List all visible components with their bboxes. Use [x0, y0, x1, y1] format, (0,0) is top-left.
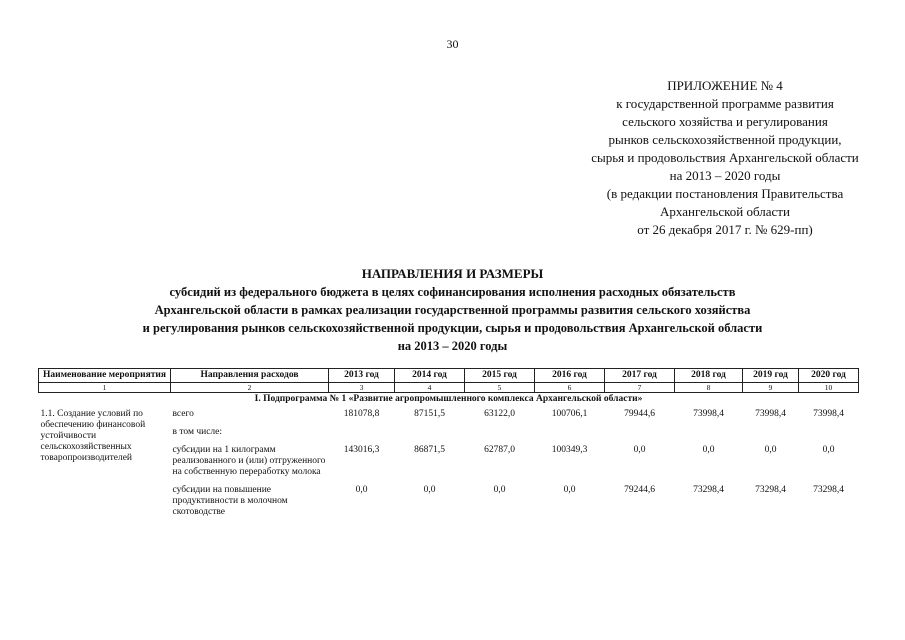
direction-cell: субсидии на 1 килограмм реализованного и (или) отгруженного на собственную переработку молока — [172, 445, 326, 477]
column-header: Направления расходов — [171, 369, 329, 383]
column-header: 2015 год — [465, 369, 535, 383]
value-cell: 143016,3 — [343, 445, 380, 455]
column-header: 2017 год — [605, 369, 675, 383]
title-line: НАПРАВЛЕНИЯ И РАЗМЕРЫ — [361, 266, 544, 281]
value-cell: 0,0 — [822, 445, 835, 455]
direction-cell: субсидии на повышение продуктивности в молочном скотоводстве — [172, 485, 288, 517]
value-cell: 0,0 — [355, 485, 368, 495]
value-cell: 73998,4 — [813, 409, 844, 419]
value-cell: 0,0 — [493, 485, 506, 495]
column-number: 4 — [395, 383, 465, 393]
value-cell: 0,0 — [633, 445, 646, 455]
column-number: 9 — [743, 383, 799, 393]
appendix-line: сельского хозяйства и регулирования — [622, 114, 828, 129]
appendix-line: Архангельской области — [660, 204, 790, 219]
column-number-row — [39, 383, 859, 393]
column-number: 7 — [605, 383, 675, 393]
column-header: 2018 год — [675, 369, 743, 383]
column-number: 2 — [171, 383, 329, 393]
column-number: 1 — [39, 383, 171, 393]
empty-cell — [329, 421, 859, 439]
column-number: 3 — [329, 383, 395, 393]
appendix-heading: ПРИЛОЖЕНИЕ № 4 — [667, 78, 783, 93]
title-line: и регулирования рынков сельскохозяйственной продукции, сырья и продовольствия Архангельской области — [142, 321, 763, 335]
title-line: на 2013 – 2020 годы — [397, 339, 508, 353]
page-number: 30 — [446, 37, 459, 51]
subprogram-row — [39, 393, 859, 409]
appendix-line: сырья и продовольствия Архангельской области — [591, 150, 859, 165]
column-number: 10 — [799, 383, 859, 393]
value-cell: 79244,6 — [624, 485, 655, 495]
table-row — [39, 408, 859, 421]
column-number: 6 — [535, 383, 605, 393]
value-cell: 181078,8 — [343, 409, 380, 419]
value-cell: 73298,4 — [693, 485, 724, 495]
value-cell: 79944,6 — [624, 409, 655, 419]
value-cell: 100349,3 — [551, 445, 588, 455]
column-header: Наименование мероприятия — [39, 369, 171, 383]
title-line: субсидий из федерального бюджета в целях софинансирования исполнения расходных обязательств — [169, 285, 736, 299]
title-line: Архангельской области в рамках реализации государственной программы развития сельского хозяйства — [154, 303, 751, 317]
value-cell: 0,0 — [563, 485, 576, 495]
appendix-block — [560, 77, 890, 239]
header-row — [39, 369, 859, 383]
value-cell: 0,0 — [423, 485, 436, 495]
appendix-line: рынков сельскохозяйственной продукции, — [608, 132, 842, 147]
value-cell: 0,0 — [764, 445, 777, 455]
subprogram-title: I. Подпрограмма № 1 «Развитие агропромышленного комплекса Архангельской области» — [254, 394, 643, 404]
subsidy-table — [38, 368, 859, 519]
column-header: 2014 год — [395, 369, 465, 383]
value-cell: 100706,1 — [551, 409, 588, 419]
value-cell: 73298,4 — [813, 485, 844, 495]
column-number: 5 — [465, 383, 535, 393]
activity-name: 1.1. Создание условий по обеспечению финансовой устойчивости сельскохозяйственных товаропроизводителей — [40, 409, 146, 463]
direction-cell: всего — [172, 409, 194, 419]
column-number: 8 — [675, 383, 743, 393]
value-cell: 86871,5 — [414, 445, 445, 455]
appendix-line: на 2013 – 2020 годы — [669, 168, 781, 183]
value-cell: 62787,0 — [484, 445, 515, 455]
direction-cell: в том числе: — [172, 427, 223, 437]
value-cell: 73998,4 — [693, 409, 724, 419]
column-header: 2013 год — [329, 369, 395, 383]
value-cell: 0,0 — [702, 445, 715, 455]
column-header: 2016 год — [535, 369, 605, 383]
column-header: 2020 год — [799, 369, 859, 383]
value-cell: 87151,5 — [414, 409, 445, 419]
column-header: 2019 год — [743, 369, 799, 383]
appendix-line: (в редакции постановления Правительства — [606, 186, 844, 201]
value-cell: 63122,0 — [484, 409, 515, 419]
value-cell: 73998,4 — [755, 409, 786, 419]
appendix-line: к государственной программе развития — [616, 96, 834, 111]
value-cell: 73298,4 — [755, 485, 786, 495]
document-title — [30, 265, 875, 355]
appendix-line: от 26 декабря 2017 г. № 629-пп) — [637, 222, 813, 237]
